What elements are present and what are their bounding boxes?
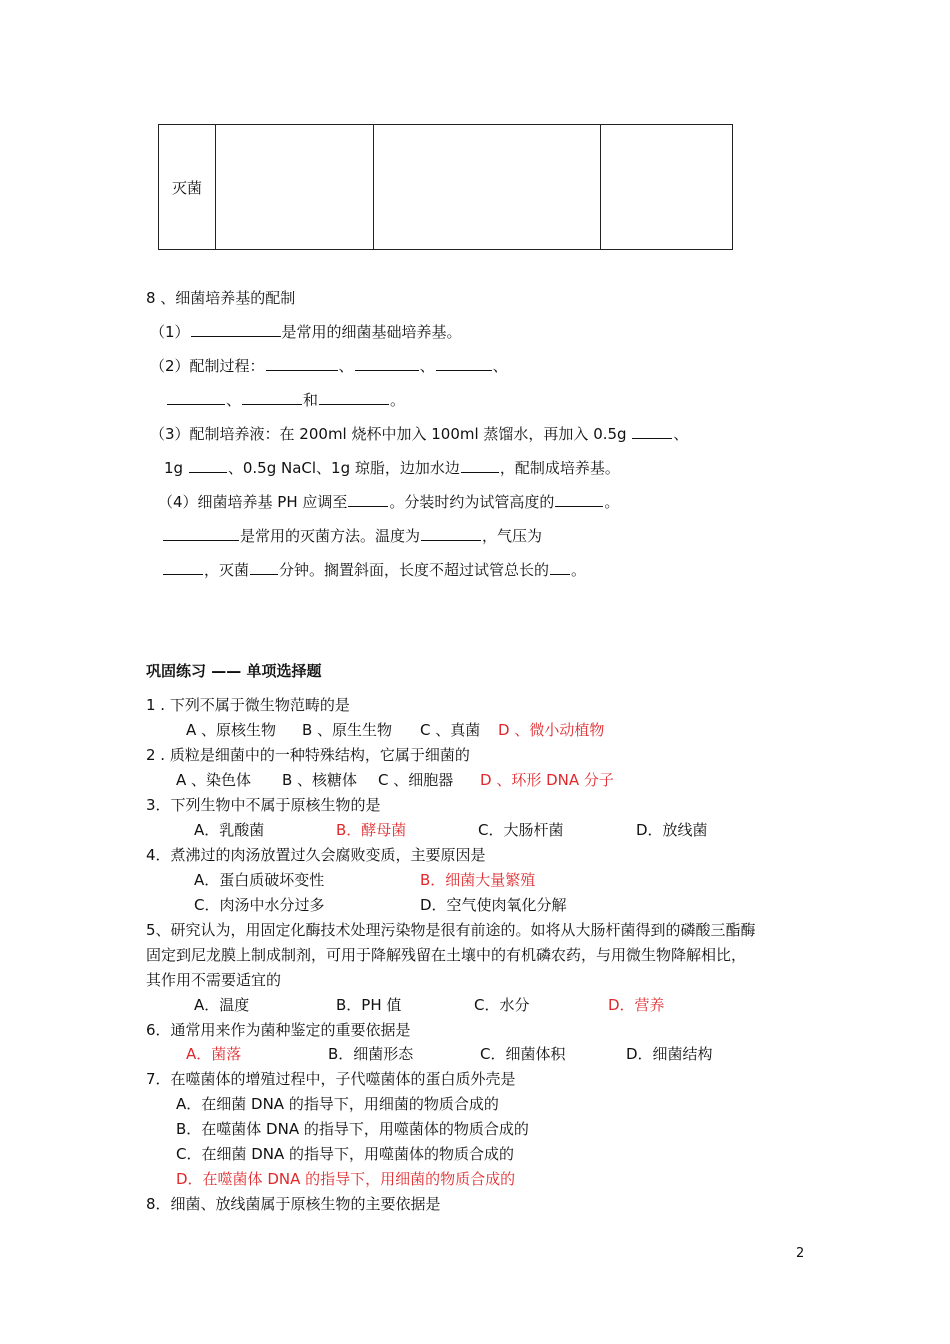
q5-stem-line3: 其作用不需要适宜的 (146, 971, 282, 989)
q8-stem: 8．细菌、放线菌属于原核生物的主要依据是 (146, 1195, 441, 1213)
q1-option-b: B 、原生生物 (302, 721, 393, 739)
q5-option-d-answer: D．营养 (608, 996, 665, 1014)
q3-option-a: A．乳酸菌 (194, 821, 265, 839)
and-text: 和 (303, 391, 319, 409)
fill-blank[interactable] (167, 390, 225, 405)
q7-option-a: A．在细菌 DNA 的指导下，用细菌的物质合成的 (176, 1095, 499, 1113)
p2-prefix: （2）配制过程： (150, 357, 265, 375)
fill-blank[interactable] (163, 560, 203, 575)
table-cell (216, 125, 374, 250)
q3-option-b-answer: B．酵母菌 (336, 821, 407, 839)
p6-text: ，灭菌 (204, 561, 250, 579)
section8-line8 (162, 560, 586, 580)
p5-text: ，气压为 (482, 527, 543, 545)
table-cell (374, 125, 601, 250)
fill-blank[interactable] (242, 390, 302, 405)
q4-option-b-answer: B．细菌大量繁殖 (420, 871, 536, 889)
q7-stem: 7．在噬菌体的增殖过程中，子代噬菌体的蛋白质外壳是 (146, 1070, 516, 1088)
section8-line4 (150, 424, 688, 444)
p3-text: 、0.5g NaCl、1g 琼脂，边加水边 (227, 459, 460, 477)
fill-blank[interactable] (319, 390, 389, 405)
q2-option-a: A 、染色体 (176, 771, 252, 789)
p4-text: 。分装时约为试管高度的 (389, 493, 555, 511)
fill-blank[interactable] (421, 526, 481, 541)
q6-option-d: D．细菌结构 (626, 1045, 713, 1063)
p3-text: （3）配制培养液：在 200ml 烧杯中加入 100ml 蒸馏水，再加入 0.5g (150, 425, 627, 443)
q1-option-a: A 、原核生物 (186, 721, 277, 739)
section8-line1 (150, 322, 462, 342)
q5-option-b: B．PH 值 (336, 996, 402, 1014)
fill-blank[interactable] (555, 492, 603, 507)
separator: 、 (492, 357, 508, 375)
fill-blank[interactable] (163, 526, 239, 541)
separator: 、 (338, 357, 354, 375)
section8-line6 (158, 492, 619, 512)
fill-blank[interactable] (348, 492, 388, 507)
q4-option-c: C．肉汤中水分过多 (194, 896, 325, 914)
fill-blank[interactable] (250, 560, 278, 575)
separator: 、 (226, 391, 242, 409)
page-number: 2 (796, 1246, 805, 1261)
fill-blank[interactable] (436, 356, 492, 371)
table-cell (601, 125, 733, 250)
fill-blank[interactable] (461, 458, 499, 473)
period: 。 (604, 493, 620, 511)
p1-suffix: 是常用的细菌基础培养基。 (281, 323, 462, 341)
q4-stem: 4．煮沸过的肉汤放置过久会腐败变质，主要原因是 (146, 846, 486, 864)
culture-table (158, 124, 733, 250)
section8-line2 (150, 356, 508, 376)
q2-option-c: C 、细胞器 (378, 771, 454, 789)
p3-text: ，配制成培养基。 (499, 459, 620, 477)
fill-blank[interactable] (632, 424, 672, 439)
q2-option-d-answer: D 、环形 DNA 分子 (480, 771, 614, 789)
q3-stem: 3．下列生物中不属于原核生物的是 (146, 796, 381, 814)
q2-stem: 2 . 质粒是细菌中的一种特殊结构，它属于细菌的 (146, 746, 470, 764)
fill-blank[interactable] (191, 322, 281, 337)
q3-option-d: D．放线菌 (636, 821, 708, 839)
q1-option-d-answer: D 、微小动植物 (498, 721, 605, 739)
fill-blank[interactable] (550, 560, 570, 575)
q5-stem-line2: 固定到尼龙膜上制成制剂，可用于降解残留在土壤中的有机磷农药，与用微生物降解相比， (146, 946, 747, 964)
separator: 、 (419, 357, 435, 375)
p3-text: 1g (164, 459, 184, 477)
q5-option-c: C．水分 (474, 996, 530, 1014)
section8-line7 (162, 526, 542, 546)
q4-option-a: A．蛋白质破坏变性 (194, 871, 325, 889)
q6-option-c: C．细菌体积 (480, 1045, 566, 1063)
q5-option-a: A．温度 (194, 996, 250, 1014)
q7-option-d-answer: D．在噬菌体 DNA 的指导下，用细菌的物质合成的 (176, 1170, 516, 1188)
q7-option-c: C．在细菌 DNA 的指导下，用噬菌体的物质合成的 (176, 1145, 515, 1163)
p6-text: 分钟。搁置斜面，长度不超过试管总长的 (279, 561, 550, 579)
section8-line3 (166, 390, 405, 410)
exercise-heading: 巩固练习 —— 单项选择题 (146, 662, 322, 680)
q6-option-a-answer: A．菌落 (186, 1045, 242, 1063)
q3-option-c: C．大肠杆菌 (478, 821, 564, 839)
fill-blank[interactable] (355, 356, 419, 371)
fill-blank[interactable] (266, 356, 338, 371)
table-row (159, 125, 733, 250)
p5-text: 是常用的灭菌方法。温度为 (240, 527, 421, 545)
q6-stem: 6．通常用来作为菌种鉴定的重要依据是 (146, 1021, 411, 1039)
q1-stem: 1 . 下列不属于微生物范畴的是 (146, 696, 350, 714)
row-label-text: 灭菌 (171, 178, 202, 197)
table-row-label (159, 125, 216, 250)
p4-text: （4）细菌培养基 PH 应调至 (158, 493, 348, 511)
p1-prefix: （1） (150, 323, 190, 341)
q4-option-d: D．空气使肉氧化分解 (420, 896, 567, 914)
period: 。 (571, 561, 587, 579)
period: 。 (390, 391, 406, 409)
q1-option-c: C 、真菌 (420, 721, 481, 739)
q6-option-b: B．细菌形态 (328, 1045, 414, 1063)
q2-option-b: B 、核糖体 (282, 771, 358, 789)
fill-blank[interactable] (189, 458, 227, 473)
separator: 、 (673, 425, 689, 443)
q5-stem-line1: 5、研究认为，用固定化酶技术处理污染物是很有前途的。如将从大肠杆菌得到的磷酸三酯酶 (146, 921, 756, 939)
section8-title: 8 、细菌培养基的配制 (146, 289, 296, 307)
section8-line5 (164, 458, 620, 478)
q7-option-b: B．在噬菌体 DNA 的指导下，用噬菌体的物质合成的 (176, 1120, 529, 1138)
